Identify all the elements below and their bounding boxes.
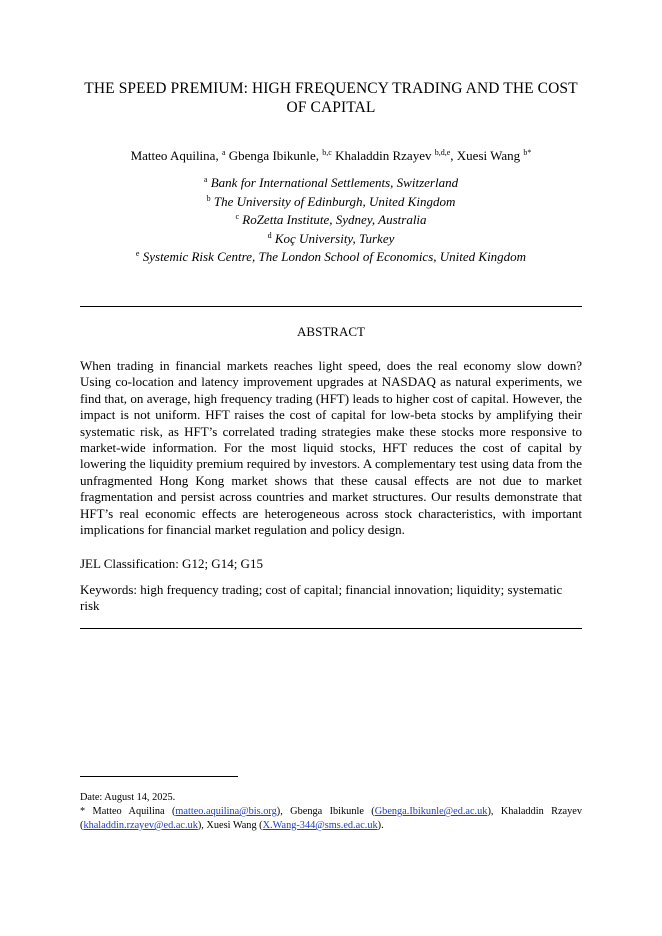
footnote-date: Date: August 14, 2025. [80, 792, 176, 803]
affiliation-a [80, 174, 582, 193]
author-affil-mark: b* [523, 148, 532, 157]
abstract-bottom-rule [80, 628, 582, 629]
email-link-wang[interactable]: X.Wang-344@sms.ed.ac.uk [262, 820, 378, 831]
jel-classification: JEL Classification: G12; G14; G15 [80, 556, 263, 571]
affiliation-d [80, 230, 582, 249]
footnotes [80, 791, 582, 833]
affiliation-text: Systemic Risk Centre, The London School of Economics, United Kingdom [142, 249, 527, 264]
author-name: Gbenga Ibikunle, [228, 148, 320, 163]
email-link-ibikunle[interactable]: Gbenga.Ibikunle@ed.ac.uk [374, 806, 488, 817]
affiliation-mark: b [206, 193, 211, 203]
affiliation-mark: a [203, 175, 208, 184]
email-link-rzayev[interactable]: khaladdin.rzayev@ed.ac.uk [83, 820, 198, 831]
affiliation-text: Bank for International Settlements, Switzerland [210, 175, 459, 190]
abstract-heading: ABSTRACT [297, 324, 365, 339]
author-name: Matteo Aquilina, [130, 148, 219, 163]
paper-title: THE SPEED PREMIUM: HIGH FREQUENCY TRADING AND THE COST OF CAPITAL [84, 80, 578, 116]
affiliation-text: RoZetta Institute, Sydney, Australia [242, 212, 427, 227]
email-link-aquilina[interactable]: matteo.aquilina@bis.org [175, 806, 277, 817]
footnote-text: ), Xuesi Wang ( [197, 820, 263, 831]
abstract-top-rule [80, 306, 582, 307]
footnote-rule [80, 776, 238, 777]
affiliation-text: Koç University, Turkey [274, 230, 395, 246]
footnote-contacts [80, 805, 582, 833]
author-name: Khaladdin Rzayev [335, 148, 432, 163]
affiliation-mark: c [235, 212, 240, 221]
affiliation-list [80, 174, 582, 267]
keywords: Keywords: high frequency trading; cost of capital; financial innovation; liquidity; systematic risk [80, 582, 563, 613]
author-affil-mark: b,d,e [434, 148, 451, 157]
author-affil-mark: b,c [322, 148, 332, 157]
affiliation-b [80, 193, 582, 212]
footnote-text: ), Khaladdin Rzayev ( [80, 806, 582, 831]
author-affil-mark: a [221, 148, 226, 157]
affiliation-c [80, 211, 582, 230]
author-list [80, 148, 582, 164]
abstract-body: When trading in financial markets reaches light speed, does the real economy slow down? Using co-location and latency improvement upgrades at NASDAQ as natural experiments, we find that, on average, high frequency trading (HFT) leads to higher cost of capital. However, the impact is not uniform. HFT raises the cost of capital for low-beta stocks by amplifying their systematic risk, as HFT’s correlated trading strategies make these stocks more responsive to market-wide information. For the most liquid stocks, HFT reduces the cost of capital by lowering the liquidity premium required by investors. A complementary test using data from the unfragmented Hong Kong market shows that these causal effects are not due to market fragmentation and persist across countries and market structures. Our results demonstrate that HFT’s real economic effects are heterogeneous across stock characteristics, with important implications for financial market regulation and policy design. [80, 358, 582, 538]
footnote-text: ). [377, 820, 384, 831]
affiliation-e [80, 248, 582, 267]
footnote-text: ), Gbenga Ibikunle ( [276, 806, 375, 817]
affiliation-mark: e [135, 249, 140, 258]
author-name: , Xuesi Wang [450, 148, 521, 163]
affiliation-text: The University of Edinburgh, United Kingdom [213, 193, 456, 209]
affiliation-mark: d [267, 230, 272, 240]
footnote-text: * Matteo Aquilina ( [80, 806, 176, 817]
